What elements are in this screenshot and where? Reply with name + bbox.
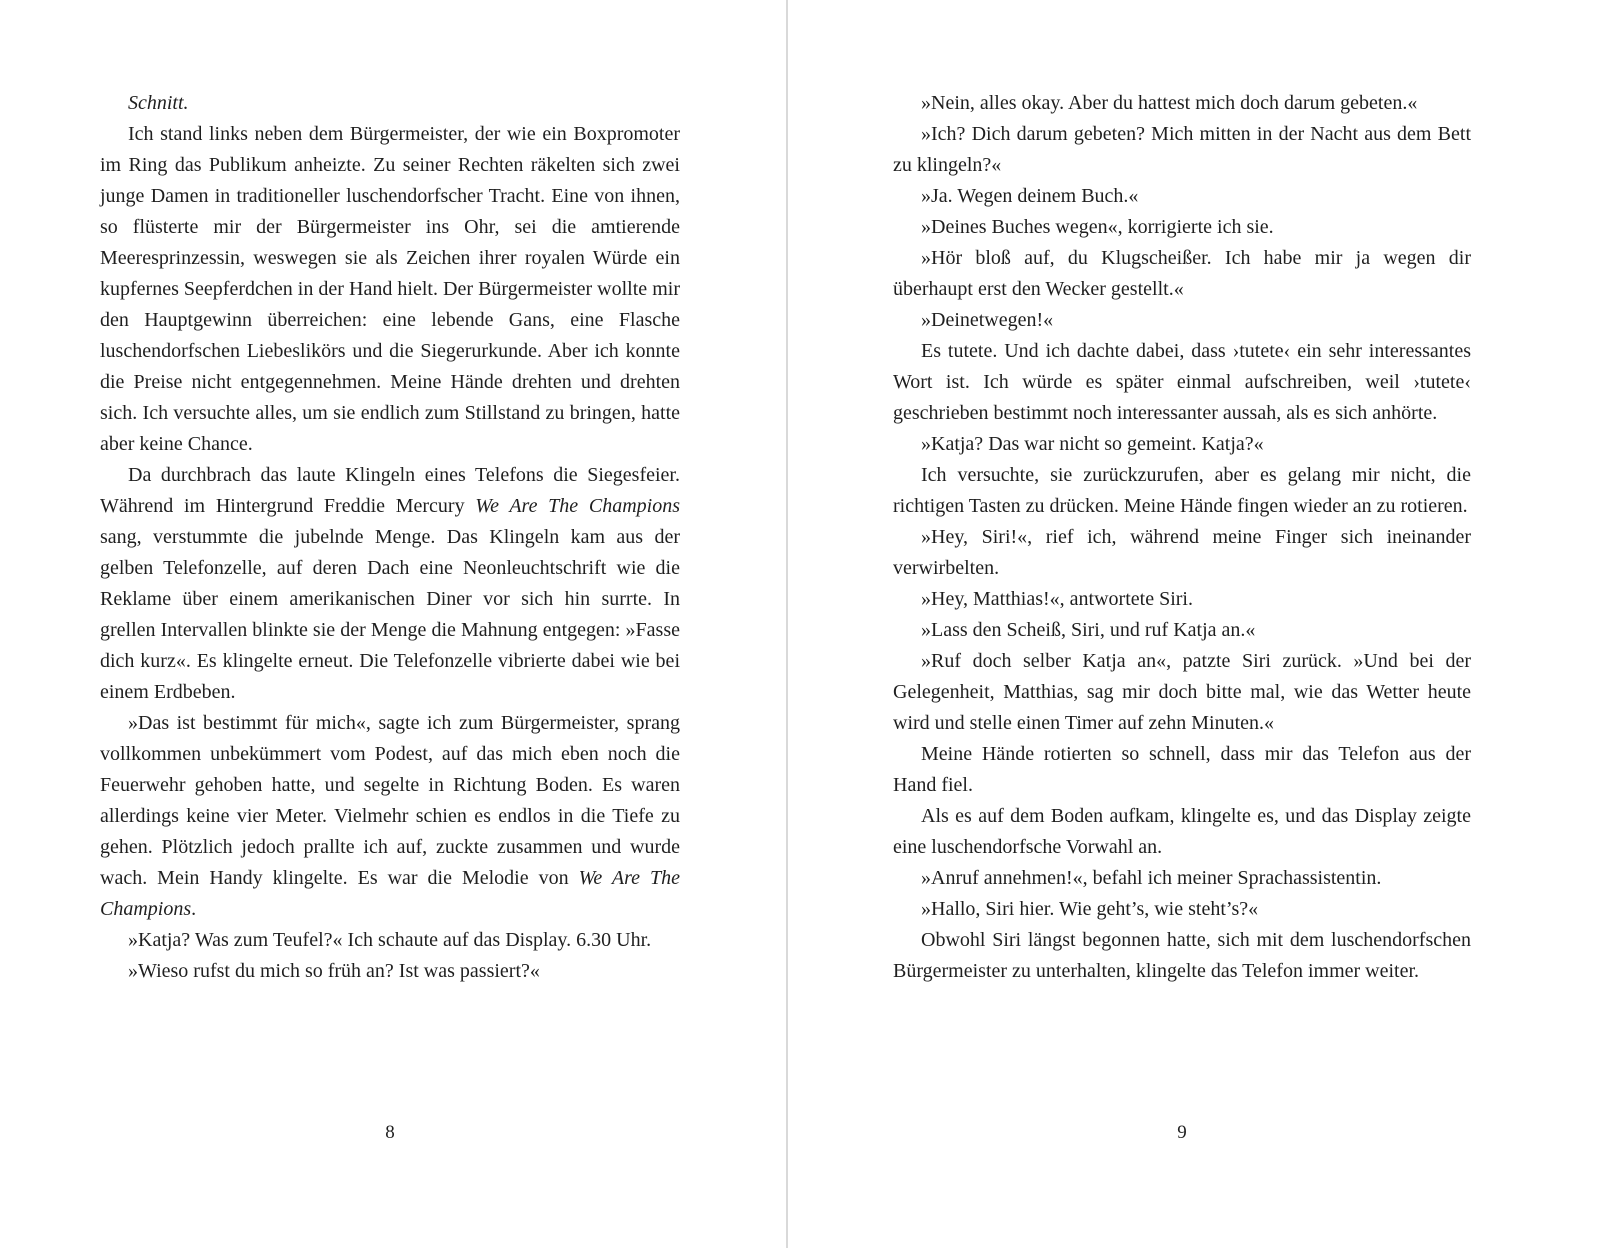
paragraph (893, 615, 1471, 646)
text-run: »Hey, Matthias!«, antwortete Siri. (921, 588, 1193, 610)
text-run: Es tutete. Und ich dachte dabei, dass ›tutete‹ ein sehr interessantes Wort ist. Ich würde es später einmal aufschreiben, weil ›tutete‹ geschrieben bestimmt noch interessanter aussah, als es sich anhörte. (893, 340, 1471, 424)
text-run: »Ich? Dich darum gebeten? Mich mitten in der Nacht aus dem Bett zu klingeln?« (893, 123, 1471, 176)
text-run: »Das ist bestimmt für mich«, sagte ich zum Bürgermeister, sprang vollkommen unbekümmert vom Podest, auf das mich eben noch die Feuerwehr gehoben hatte, und segelte in Richtung Boden. Es waren allerdings keine vier Meter. Vielmehr schien es endlos in die Tiefe zu gehen. Plötzlich jedoch prallte ich auf, zuckte zusammen und wurde wach. Mein Handy klingelte. Es war die Melodie von (100, 712, 680, 889)
paragraph (893, 925, 1471, 987)
text-run: Obwohl Siri längst begonnen hatte, sich mit dem luschendorfschen Bürgermeister zu unterhalten, klingelte das Telefon immer weiter. (893, 929, 1471, 982)
text-run: Als es auf dem Boden aufkam, klingelte es, und das Display zeigte eine luschendorfsche Vorwahl an. (893, 805, 1471, 858)
paragraph (893, 429, 1471, 460)
paragraph (893, 212, 1471, 243)
paragraph (893, 119, 1471, 181)
paragraph (893, 305, 1471, 336)
page-right-text (893, 88, 1471, 987)
text-run: . (191, 898, 197, 920)
text-run: »Wieso rufst du mich so früh an? Ist was passiert?« (128, 960, 540, 982)
italic-text-run: We Are The Champions (100, 867, 680, 920)
paragraph (893, 88, 1471, 119)
paragraph (893, 336, 1471, 429)
text-run: Da durchbrach das laute Klingeln eines Telefons die Siegesfeier. Während im Hintergrund Freddie Mercury (100, 464, 680, 517)
text-run: »Anruf annehmen!«, befahl ich meiner Sprachassistentin. (921, 867, 1382, 889)
paragraph (893, 801, 1471, 863)
text-run: »Katja? Was zum Teufel?« Ich schaute auf das Display. 6.30 Uhr. (128, 929, 652, 951)
paragraph (100, 956, 680, 987)
text-run: »Hey, Siri!«, rief ich, während meine Finger sich ineinander verwirbelten. (893, 526, 1471, 579)
text-run: »Deines Buches wegen«, korrigierte ich sie. (921, 216, 1274, 238)
paragraph (893, 863, 1471, 894)
text-run: »Hallo, Siri hier. Wie geht’s, wie steht’s?« (921, 898, 1259, 920)
paragraph (893, 584, 1471, 615)
paragraph (893, 739, 1471, 801)
text-run: Meine Hände rotierten so schnell, dass mir das Telefon aus der Hand fiel. (893, 743, 1471, 796)
text-run: »Lass den Scheiß, Siri, und ruf Katja an.« (921, 619, 1256, 641)
paragraph (893, 243, 1471, 305)
paragraph (893, 894, 1471, 925)
paragraph (100, 925, 680, 956)
paragraph (100, 88, 680, 119)
page-left-text (100, 88, 680, 987)
paragraph (100, 460, 680, 708)
page-right (893, 88, 1471, 987)
text-run: »Katja? Das war nicht so gemeint. Katja?« (921, 433, 1264, 455)
text-run: »Nein, alles okay. Aber du hattest mich doch darum gebeten.« (921, 92, 1418, 114)
paragraph (893, 646, 1471, 739)
page-number-right: 9 (1177, 1122, 1187, 1143)
text-run: Ich versuchte, sie zurückzurufen, aber es gelang mir nicht, die richtigen Tasten zu drücken. Meine Hände fingen wieder an zu rotieren. (893, 464, 1471, 517)
italic-text-run: Schnitt. (128, 92, 189, 114)
paragraph (893, 181, 1471, 212)
text-run: Ich stand links neben dem Bürgermeister, der wie ein Boxpromoter im Ring das Publikum anheizte. Zu seiner Rechten räkelten sich zwei junge Damen in traditioneller luschendorfscher Tracht. Eine von ihnen, so flüsterte mir der Bürgermeister ins Ohr, sei die amtierende Meeresprinzessin, weswegen sie als Zeichen ihrer royalen Würde ein kupfernes Seepferdchen in der Hand hielt. Der Bürgermeister wollte mir den Hauptgewinn überreichen: eine lebende Gans, eine Flasche luschendorfschen Liebeslikörs und die Siegerurkunde. Aber ich konnte die Preise nicht entgegennehmen. Meine Hände drehten und drehten sich. Ich versuchte alles, um sie endlich zum Stillstand zu bringen, hatte aber keine Chance. (100, 123, 680, 455)
paragraph (100, 119, 680, 460)
paragraph (893, 460, 1471, 522)
text-run: »Hör bloß auf, du Klugscheißer. Ich habe mir ja wegen dir überhaupt erst den Wecker gestellt.« (893, 247, 1471, 300)
text-run: sang, verstummte die jubelnde Menge. Das Klingeln kam aus der gelben Telefonzelle, auf deren Dach eine Neonleuchtschrift wie die Reklame über einem amerikanischen Diner vor sich hin surrte. In grellen Intervallen blinkte sie der Menge die Mahnung entgegen: »Fasse dich kurz«. Es klingelte erneut. Die Telefonzelle vibrierte dabei wie bei einem Erdbeben. (100, 526, 680, 703)
page-left (100, 88, 680, 987)
text-run: »Ruf doch selber Katja an«, patzte Siri zurück. »Und bei der Gelegenheit, Matthias, sag mir doch bitte mal, wie das Wetter heute wird und stelle einen Timer auf zehn Minuten.« (893, 650, 1471, 734)
text-run: »Ja. Wegen deinem Buch.« (921, 185, 1139, 207)
paragraph (100, 708, 680, 925)
paragraph (893, 522, 1471, 584)
italic-text-run: We Are The Champions (475, 495, 680, 517)
text-run: »Deinetwegen!« (921, 309, 1054, 331)
page-gutter-divider (786, 0, 788, 1248)
page-number-left: 8 (385, 1122, 395, 1143)
